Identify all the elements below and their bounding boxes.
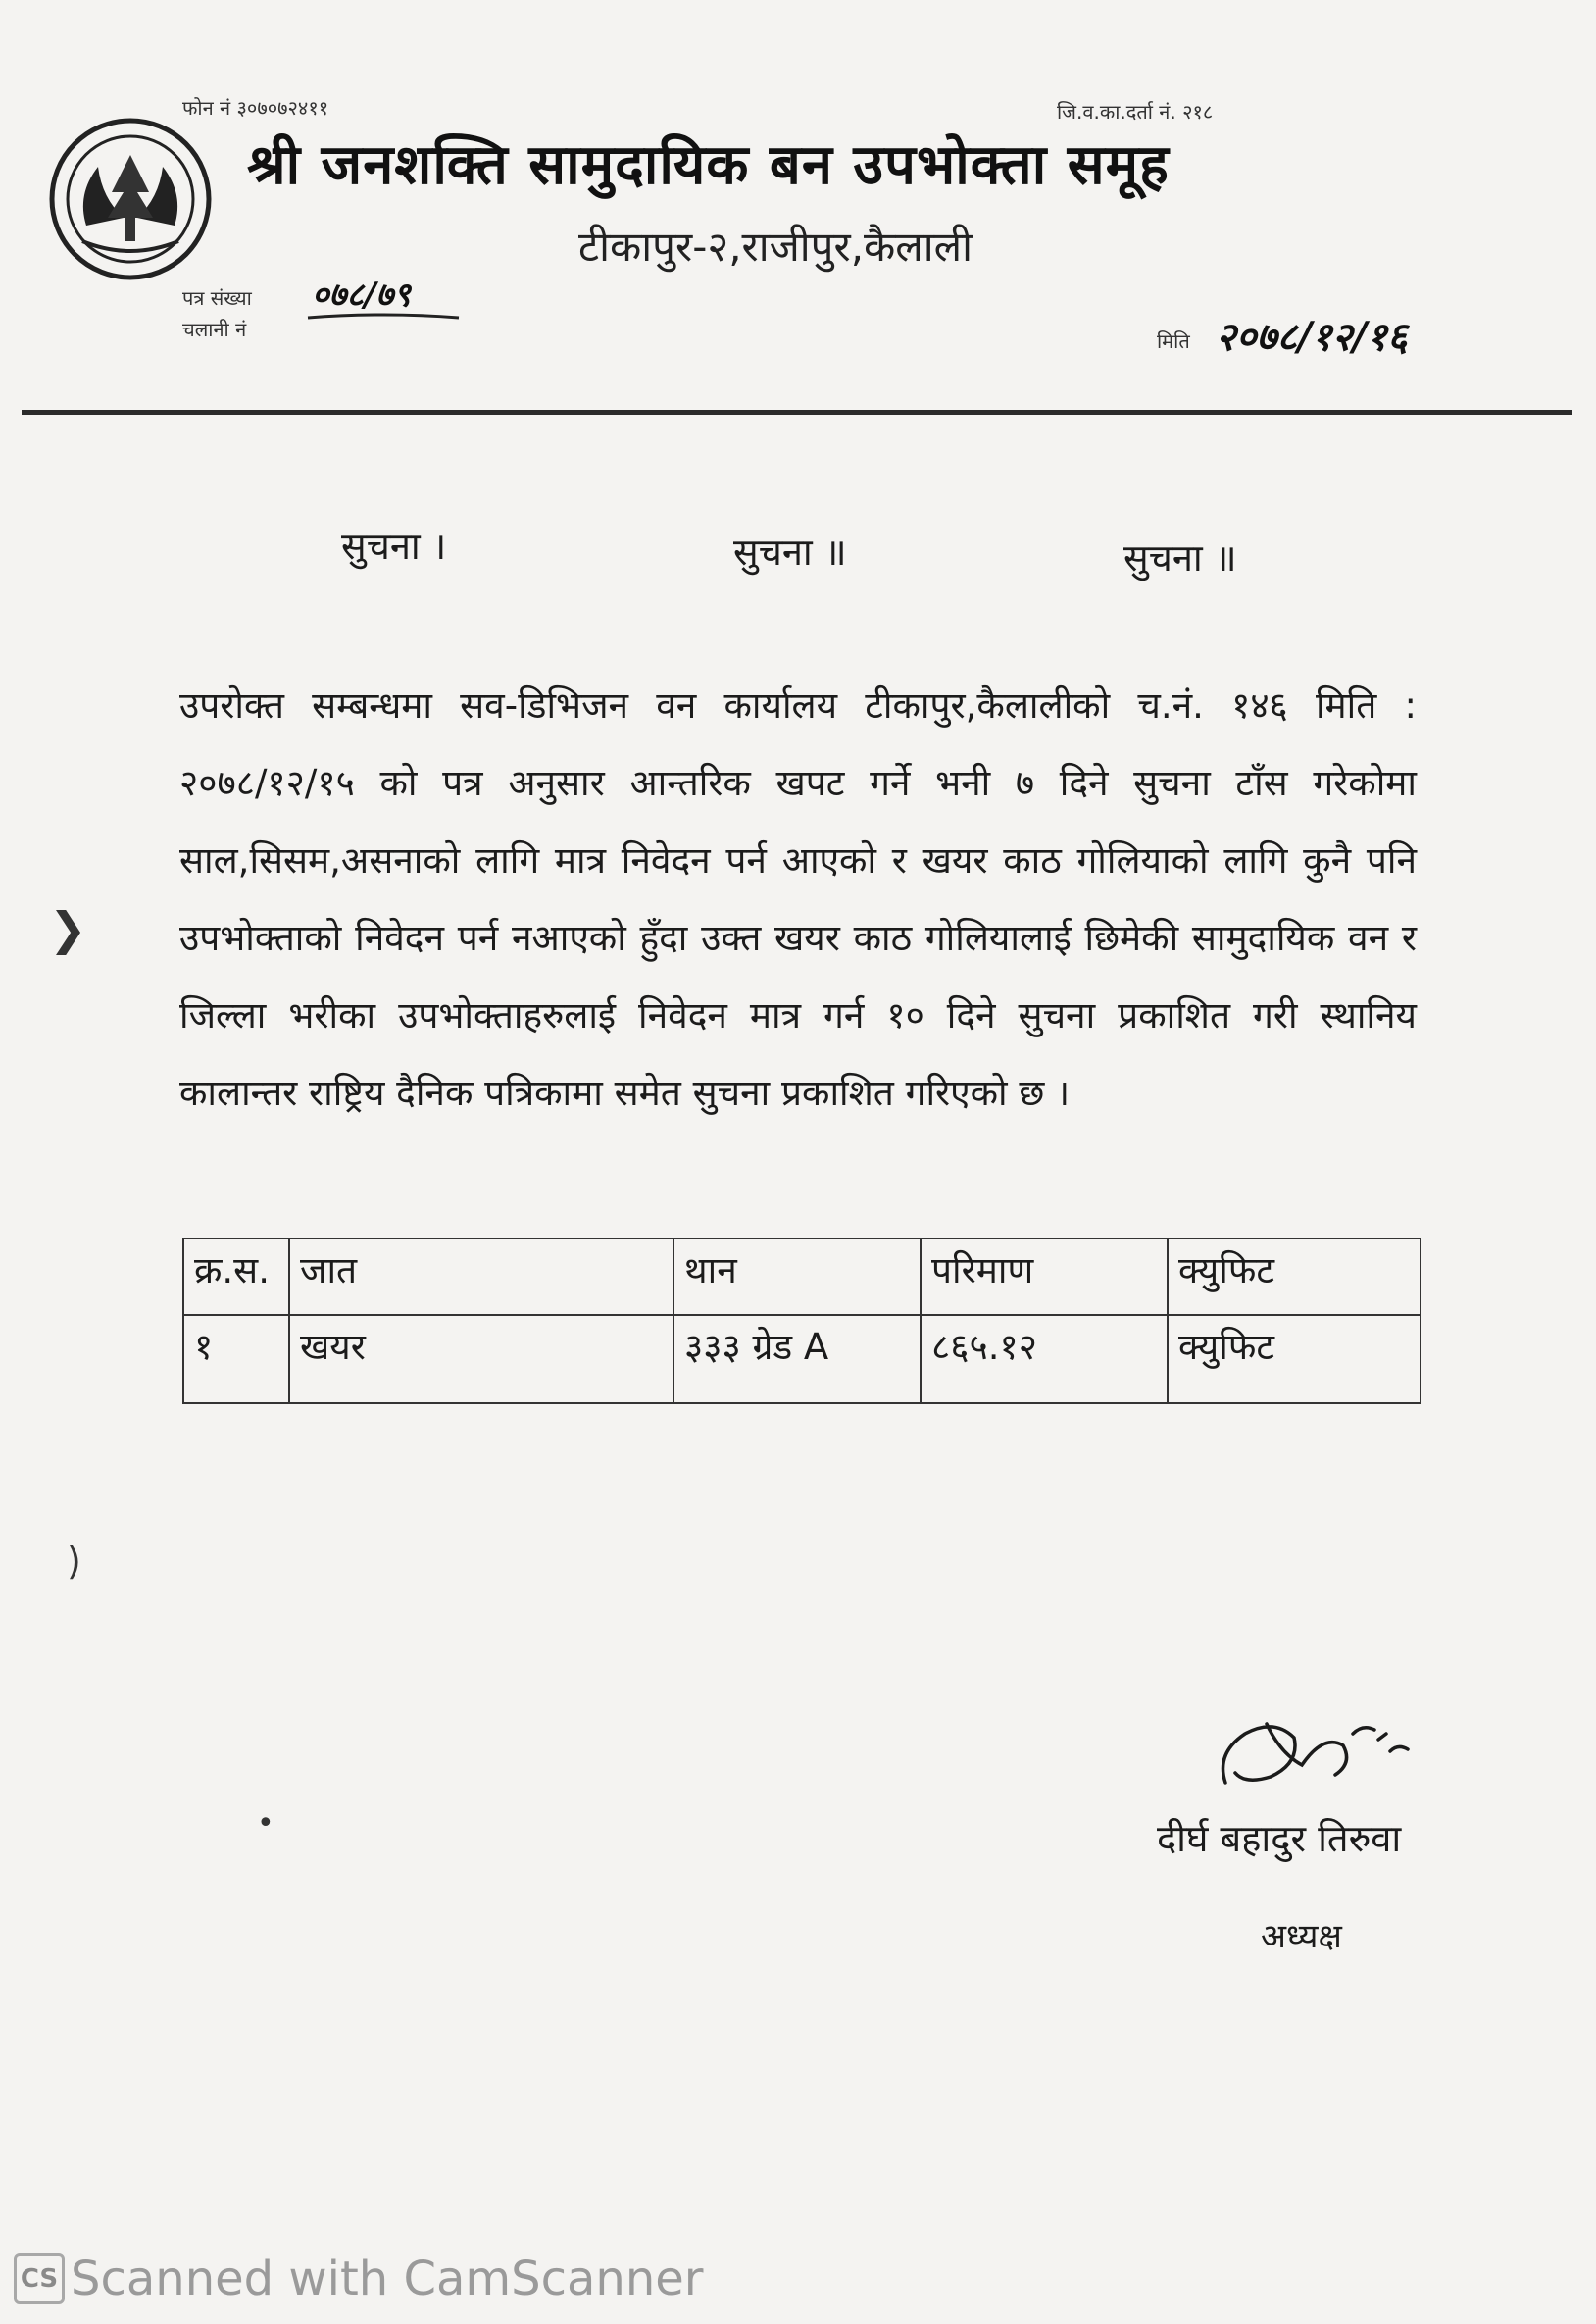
document-date: २०७८/१२/१६ [1216, 314, 1408, 360]
table-cell: ८६५.१२ [921, 1315, 1168, 1403]
phone-label: फोन नं [182, 96, 231, 120]
notice-heading-3: सुचना ॥ [1123, 536, 1237, 580]
timber-table [182, 1238, 1421, 1404]
registration-number: जि.व.का.दर्ता नं. २१८ [1057, 100, 1214, 124]
table-cell: ३३३ ग्रेड A [673, 1315, 921, 1403]
organization-address: टीकापुर-२,राजीपुर,कैलाली [578, 223, 973, 271]
margin-mark: ) [67, 1540, 81, 1583]
table-cell: खयर [289, 1315, 673, 1403]
organization-logo [47, 116, 214, 282]
scanner-watermark [14, 2251, 704, 2306]
table-header-row [183, 1238, 1421, 1315]
watermark-text: Scanned with CamScanner [71, 2251, 704, 2306]
notice-heading-1: सुचना । [341, 525, 447, 568]
letter-number-underline [306, 310, 463, 322]
table-row [183, 1315, 1421, 1403]
handwritten-signature [1206, 1694, 1421, 1812]
date-label: मिति [1157, 329, 1190, 353]
table-cell: १ [183, 1315, 289, 1403]
signatory-name: दीर्घ बहादुर तिरुवा [1157, 1817, 1402, 1860]
signatory-title: अध्यक्ष [1261, 1917, 1342, 1956]
camscanner-icon: CS [14, 2253, 65, 2304]
letter-number-label: पत्र संख्या [182, 286, 252, 310]
header-divider [22, 410, 1572, 415]
notice-body: उपरोक्त सम्बन्धमा सव-डिभिजन वन कार्यालय टीकापुर,कैलालीको च.नं. १४६ मिति : २०७८/१२/१५ को पत्र अनुसार आन्तरिक खपट गर्ने भनी ७ दिने सुचना टाँस गरेकोमा साल,सिसम,असनाको लागि मात्र निवेदन पर्न आएको र खयर काठ गोलियाको लागि कुनै पनि उपभोक्ताको निवेदन पर्न नआएको हुँदा उक्त खयर काठ गोलियालाई छिमेकी सामुदायिक वन र जिल्ला भरीका उपभोक्ताहरुलाई निवेदन मात्र गर्न १० दिने सुचना प्रकाशित गरी स्थानिय कालान्तर राष्ट्रिय दैनिक पत्रिकामा समेत सुचना प्रकाशित गरिएको छ । [179, 684, 1417, 1114]
table-header-cell: जात [289, 1238, 673, 1315]
letter-number: ०७८/७९ [312, 276, 411, 315]
organization-name: श्री जनशक्ति सामुदायिक बन उपभोक्ता समूह [247, 133, 1170, 197]
table-header-cell: क्युफिट [1168, 1238, 1421, 1315]
phone-number: ३०७०७२४११ [236, 96, 329, 120]
table-header-cell: क्र.स. [183, 1238, 289, 1315]
notice-heading-2: सुचना ॥ [733, 530, 847, 574]
margin-mark: ❯ [49, 902, 87, 955]
stray-dot: • [257, 1806, 274, 1841]
table-header-cell: थान [673, 1238, 921, 1315]
table-header-cell: परिमाण [921, 1238, 1168, 1315]
dispatch-label: चलानी नं [182, 318, 247, 341]
table-cell: क्युफिट [1168, 1315, 1421, 1403]
